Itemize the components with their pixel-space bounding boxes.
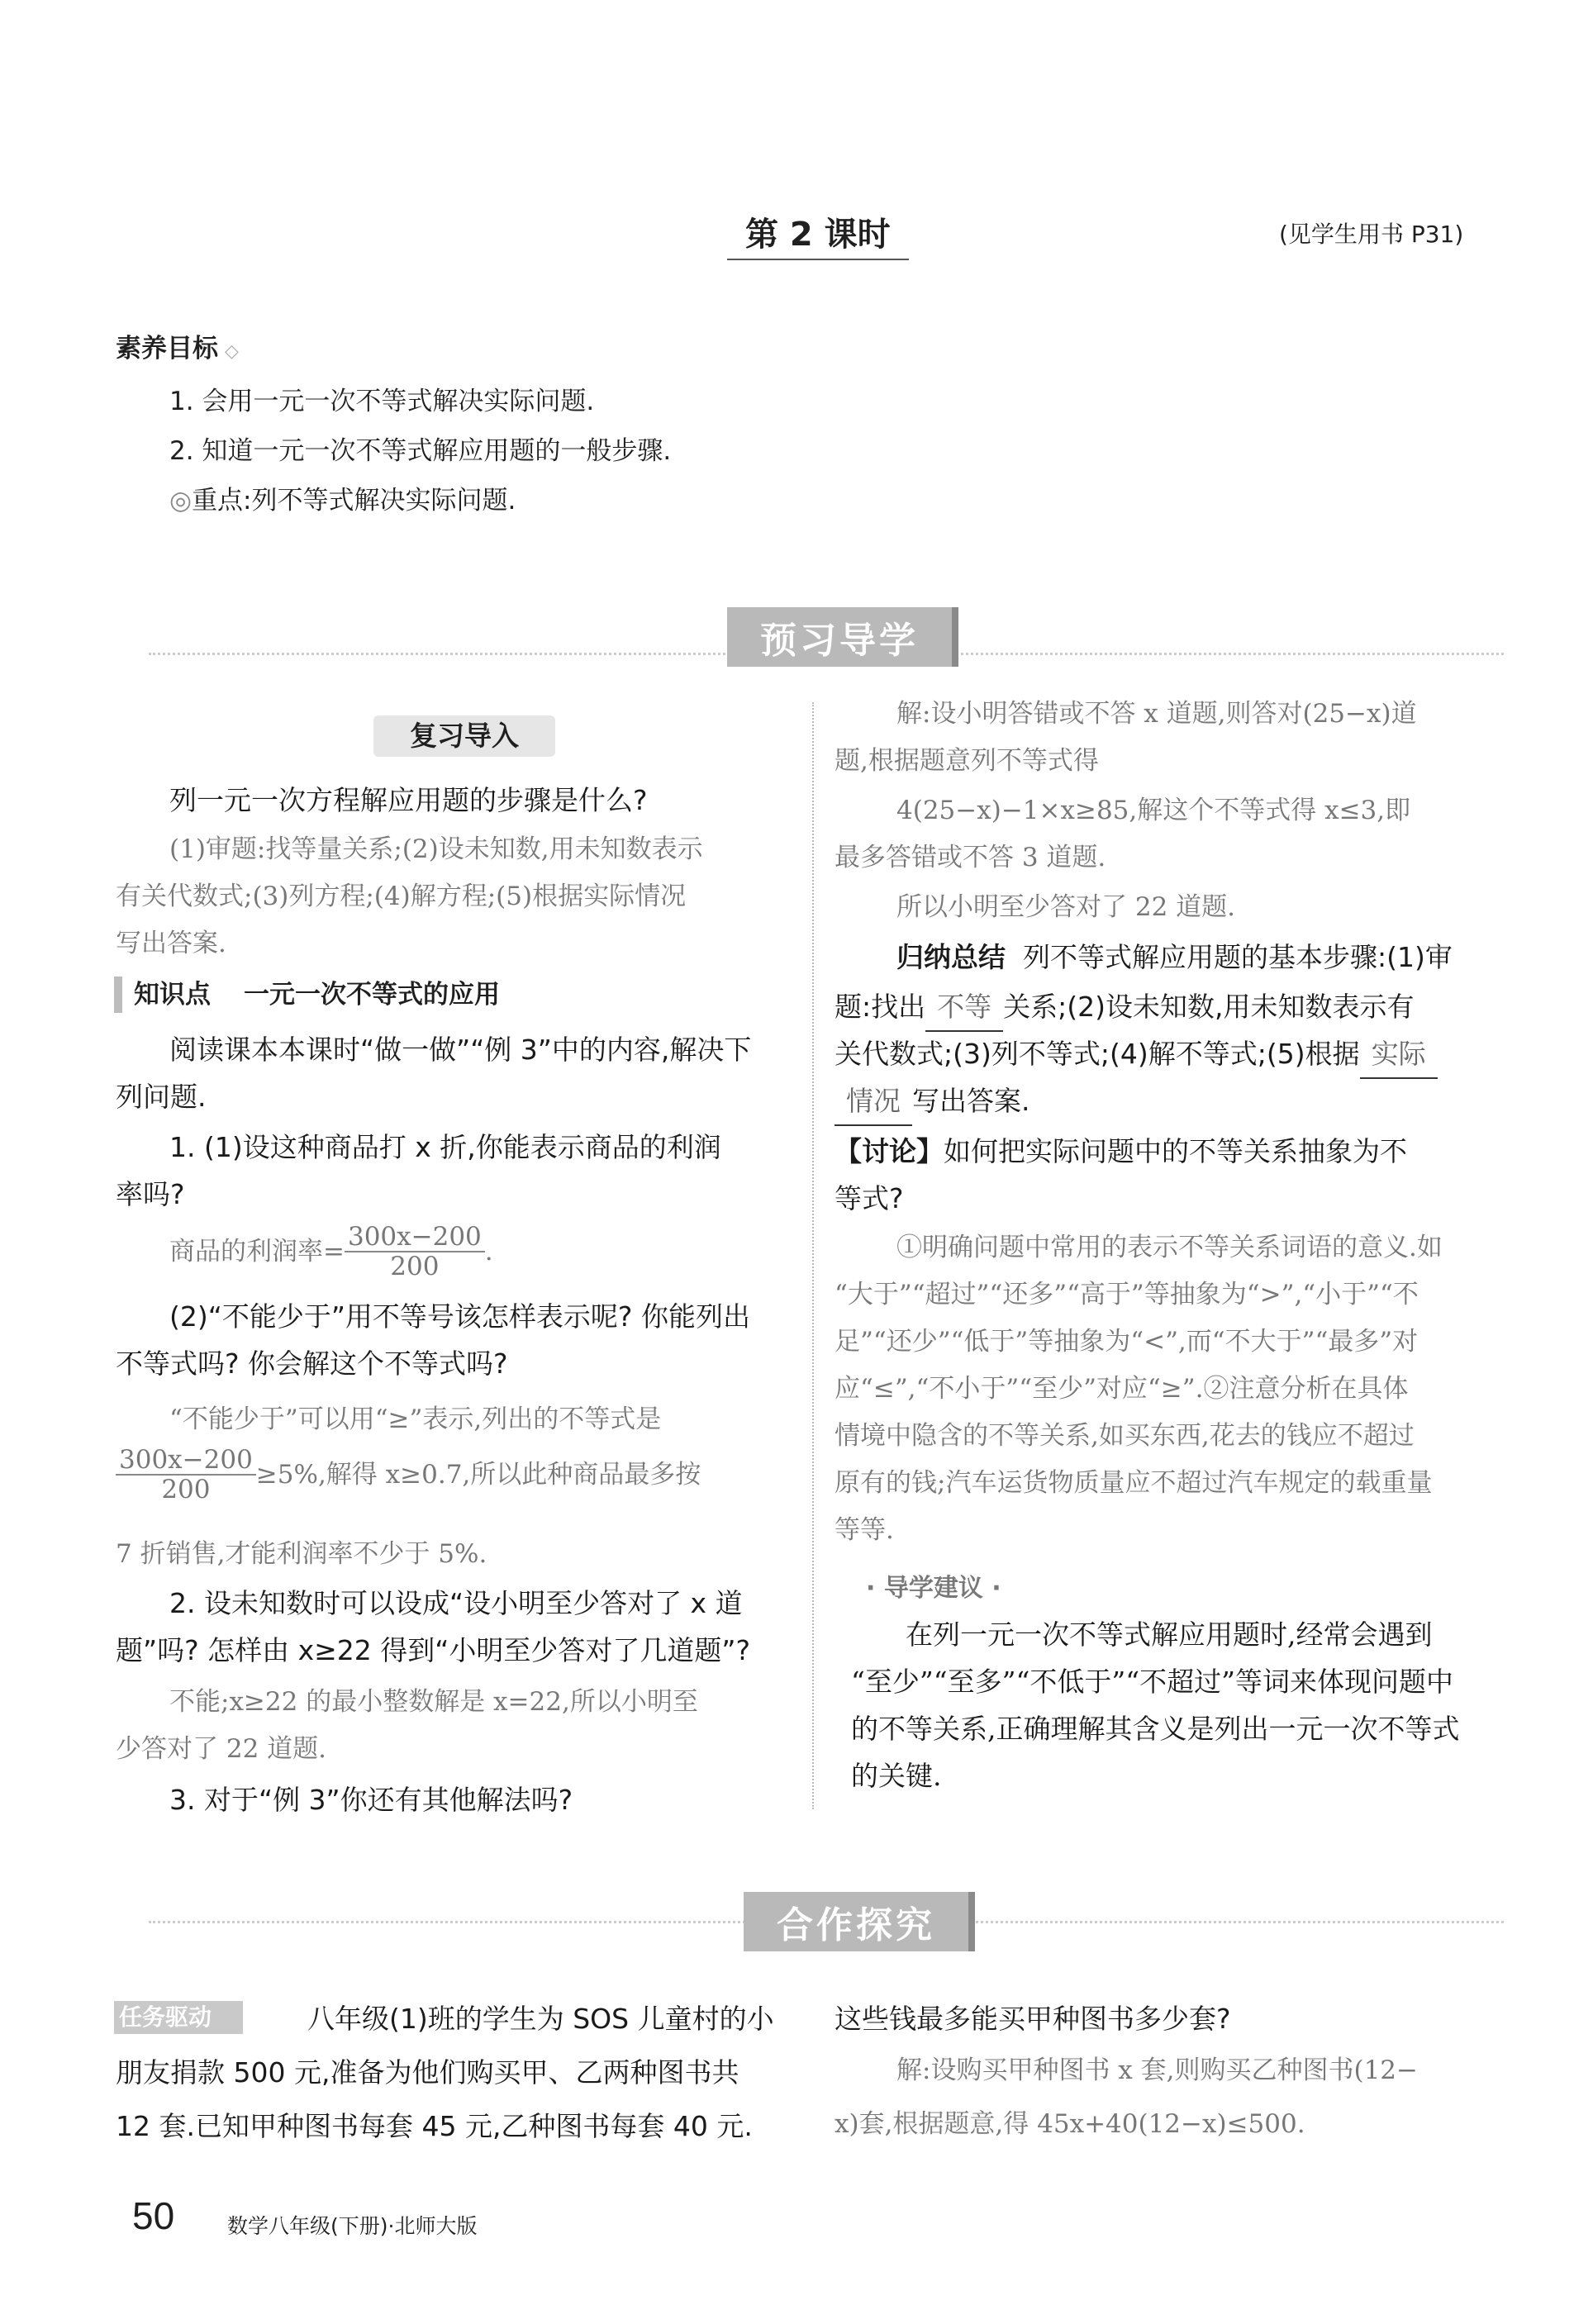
fraction	[116, 1446, 256, 1504]
discussion-line	[835, 1128, 1407, 1175]
review-answer-line: 写出答案.	[116, 929, 226, 958]
diamond-icon: ◇	[225, 341, 239, 362]
summary-text: 关代数式;(3)列不等式;(4)解不等式;(5)根据	[835, 1038, 1360, 1070]
summary-line	[896, 934, 1453, 981]
discussion-answer: ①明确问题中常用的表示不等关系词语的意义.如	[896, 1233, 1443, 1262]
page-number: 50	[132, 2194, 175, 2237]
profit-formula	[169, 1223, 493, 1281]
fill-blank: 实际	[1360, 1030, 1438, 1079]
guide-line: 在列一元一次不等式解应用题时,经常会遇到	[906, 1618, 1433, 1651]
answer-text: ≥5%,解得 x≥0.7,所以此种商品最多按	[255, 1459, 701, 1490]
answer-line: 7 折销售,才能利润率不少于 5%.	[116, 1539, 487, 1569]
discussion-answer: 情境中隐含的不等关系,如买东西,花去的钱应不超过	[835, 1421, 1415, 1451]
summary-line	[835, 1077, 1030, 1126]
question-line: 不等式吗? 你会解这个不等式吗?	[116, 1347, 508, 1380]
discussion-answer: 原有的钱;汽车运货物质量应不超过汽车规定的载重量	[835, 1468, 1433, 1498]
summary-label: 归纳总结	[896, 941, 1006, 973]
goal-item: 1. 会用一元一次不等式解决实际问题.	[169, 387, 595, 416]
solution-line: 最多答错或不答 3 道题.	[835, 843, 1106, 872]
answer-line: 少答对了 22 道题.	[116, 1734, 327, 1764]
guide-line: 的不等关系,正确理解其含义是列出一元一次不等式	[851, 1713, 1460, 1745]
cooperate-banner: 合作探究	[744, 1892, 975, 1951]
summary-line	[835, 1030, 1438, 1079]
knowledge-point-label: 知识点	[134, 980, 211, 1010]
key-text: 重点:列不等式解决实际问题.	[192, 486, 516, 516]
book-title: 数学八年级(下册)·北师大版	[227, 2214, 478, 2238]
answer-line: 不能;x≥22 的最小整数解是 x=22,所以小明至	[169, 1687, 698, 1717]
fraction-numerator: 300x−200	[345, 1223, 485, 1252]
guide-title: · 导学建议 ·	[866, 1574, 1001, 1603]
knowledge-point-bar	[114, 977, 793, 1013]
answer-inequality	[116, 1446, 701, 1504]
column-divider	[812, 702, 814, 1809]
review-answer-line: (1)审题:找等量关系;(2)设未知数,用未知数表示	[169, 834, 703, 864]
question-line: 题”吗? 怎样由 x≥22 得到“小明至少答对了几道题”?	[116, 1634, 750, 1666]
fraction-numerator: 300x−200	[116, 1446, 256, 1476]
review-question: 列一元一次方程解应用题的步骤是什么?	[169, 784, 648, 816]
goals-heading-text: 素养目标	[116, 334, 218, 364]
guide-line: “至少”“至多”“不低于”“不超过”等词来体现问题中	[851, 1666, 1453, 1698]
summary-text: 题:找出	[835, 991, 926, 1023]
instruction-line: 阅读课本本课时“做一做”“例 3”中的内容,解决下	[169, 1034, 752, 1066]
fill-blank: 不等	[925, 983, 1003, 1032]
solution-line: 4(25−x)−1×x≥85,解这个不等式得 x≤3,即	[896, 796, 1411, 825]
discussion-text: 如何把实际问题中的不等关系抽象为不	[944, 1135, 1407, 1167]
guide-box	[851, 1611, 1512, 1799]
discussion-label: 【讨论】	[835, 1135, 944, 1167]
summary-text: 写出答案.	[912, 1085, 1030, 1117]
key-point	[169, 479, 516, 516]
fraction-denominator: 200	[390, 1252, 440, 1281]
discussion-line: 等式?	[835, 1182, 904, 1214]
summary-text: 关系;(2)设未知数,用未知数表示有	[1003, 991, 1415, 1023]
summary-line	[835, 983, 1414, 1032]
question-line: 1. (1)设这种商品打 x 折,你能表示商品的利润	[169, 1131, 721, 1163]
goal-item: 2. 知道一元一次不等式解应用题的一般步骤.	[169, 436, 672, 466]
goals-heading	[116, 327, 239, 364]
question-line: 2. 设未知数时可以设成“设小明至少答对了 x 道	[169, 1587, 743, 1619]
formula-prefix: 商品的利润率=	[169, 1236, 345, 1267]
task-line: 这些钱最多能买甲种图书多少套?	[835, 2003, 1231, 2035]
guide-line: 的关键.	[851, 1760, 942, 1792]
solution-line: 所以小明至少答对了 22 道题.	[896, 892, 1236, 922]
task-answer: x)套,根据题意,得 45x+40(12−x)≤500.	[835, 2109, 1305, 2139]
task-line: 朋友捐款 500 元,准备为他们购买甲、乙两种图书共	[116, 2056, 739, 2089]
formula-suffix: .	[484, 1236, 493, 1267]
lesson-title: 第 2 课时	[727, 208, 909, 260]
solution-line: 解:设小明答错或不答 x 道题,则答对(25−x)道	[896, 699, 1417, 729]
question-line: 率吗?	[116, 1178, 185, 1210]
page-reference: (见学生用书 P31)	[1279, 221, 1464, 248]
task-line: 八年级(1)班的学生为 SOS 儿童村的小	[307, 2003, 774, 2035]
discussion-answer: “大于”“超过”“还多”“高于”等抽象为“>”,“小于”“不	[835, 1280, 1419, 1309]
question-line: 3. 对于“例 3”你还有其他解法吗?	[169, 1784, 573, 1816]
discussion-answer: 足”“还少”“低于”等抽象为“<”,而“不大于”“最多”对	[835, 1327, 1419, 1357]
answer-line: “不能少于”可以用“≥”表示,列出的不等式是	[169, 1404, 662, 1434]
task-answer: 解:设购买甲种图书 x 套,则购买乙种图书(12−	[896, 2055, 1419, 2085]
discussion-answer: 应“≤”,“不小于”“至少”对应“≥”.②注意分析在具体	[835, 1374, 1409, 1404]
preview-banner: 预习导学	[727, 607, 958, 667]
fraction	[345, 1223, 485, 1281]
fill-blank: 情况	[835, 1077, 912, 1126]
knowledge-point-title: 一元一次不等式的应用	[244, 980, 500, 1010]
task-tag: 任务驱动	[114, 2001, 243, 2034]
summary-text: 列不等式解应用题的基本步骤:(1)审	[1022, 941, 1453, 973]
question-line: (2)“不能少于”用不等号该怎样表示呢? 你能列出	[169, 1300, 750, 1333]
instruction-line: 列问题.	[116, 1081, 207, 1113]
review-heading: 复习导入	[373, 715, 555, 757]
review-answer-line: 有关代数式;(3)列方程;(4)解方程;(5)根据实际情况	[116, 882, 687, 911]
key-mark-icon: ◎	[169, 486, 193, 516]
fraction-denominator: 200	[161, 1475, 211, 1504]
task-line: 12 套.已知甲种图书每套 45 元,乙种图书每套 40 元.	[116, 2110, 753, 2142]
solution-line: 题,根据题意列不等式得	[835, 746, 1099, 776]
discussion-answer: 等等.	[835, 1515, 894, 1545]
